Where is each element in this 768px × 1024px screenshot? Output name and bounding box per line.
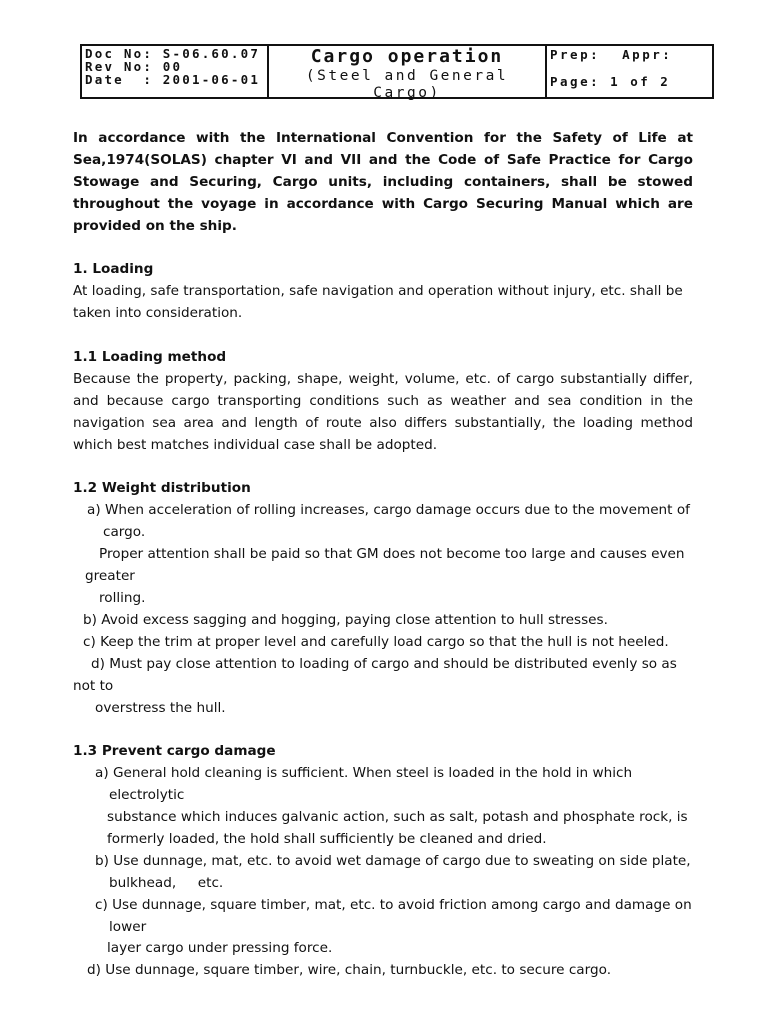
list-item-continuation: cargo. — [103, 524, 146, 541]
list-item-continuation: rolling. — [99, 589, 146, 606]
doc-subtitle-line2: Cargo) — [373, 85, 441, 101]
section-heading: 1. Loading — [73, 261, 154, 278]
list-item-continuation: substance which induces galvanic action, such as salt, potash and phosphate rock, is — [107, 809, 688, 826]
prep-label: Prep: — [550, 47, 601, 62]
list-item-continuation: bulkhead, etc. — [109, 874, 224, 891]
doc-number: Doc No: S-06.60.07 — [85, 46, 261, 61]
list-item: b) Use dunnage, mat, etc. to avoid wet damage of cargo due to sweating on side plate, — [95, 852, 691, 869]
section-text: At loading, safe transportation, safe navigation and operation without injury, etc. shall be taken into consideration. — [73, 283, 683, 322]
document-body — [73, 128, 693, 982]
list-item: d) Use dunnage, square timber, wire, chain, turnbuckle, etc. to secure cargo. — [87, 962, 612, 979]
list-item: b) Avoid excess sagging and hogging, paying close attention to hull stresses. — [83, 611, 608, 628]
list-item: a) When acceleration of rolling increases, cargo damage occurs due to the movement of — [87, 502, 690, 519]
list-item: c) Use dunnage, square timber, mat, etc. to avoid friction among cargo and damage on — [95, 896, 692, 913]
list-item-continuation: not to — [73, 677, 114, 694]
section-text: Because the property, packing, shape, weight, volume, etc. of cargo substantially differ, and because cargo transporting conditions such as weather and sea condition in the navigation sea area and length of route also differs substantially, the loading method which best matches individual case shall be adopted. — [73, 370, 693, 453]
list-item: a) General hold cleaning is sufficient. When steel is loaded in the hold in which — [95, 765, 633, 782]
list-item-continuation: greater — [85, 568, 135, 585]
rev-number: Rev No: 00 — [85, 59, 183, 74]
list-item-continuation: Proper attention shall be paid so that GM does not become too large and causes even — [99, 546, 685, 563]
list-item-continuation: lower — [109, 918, 147, 935]
title-cell — [269, 46, 547, 101]
section-heading: 1.2 Weight distribution — [73, 480, 251, 497]
list-item-continuation: formerly loaded, the hold shall sufficiently be cleaned and dried. — [107, 830, 547, 847]
document-header — [80, 44, 714, 99]
intro-paragraph: In accordance with the International Convention for the Safety of Life at Sea,1974(SOLAS) chapter VI and VII and the Code of Safe Practice for Cargo Stowage and Securing, Cargo units, including containers, shall be stowed throughout the voyage in accordance with Cargo Securing Manual which are provided on the ship. — [73, 130, 693, 234]
doc-date: Date : 2001-06-01 — [85, 72, 261, 87]
doc-title: Cargo operation — [310, 46, 504, 67]
list-item-continuation: electrolytic — [109, 787, 185, 804]
page-indicator: Page: 1 of 2 — [550, 74, 671, 89]
doc-info-cell — [82, 46, 269, 97]
list-item: c) Keep the trim at proper level and carefully load cargo so that the hull is not heeled. — [83, 633, 669, 650]
list-item: d) Must pay close attention to loading of cargo and should be distributed evenly so as — [91, 655, 677, 672]
section-heading: 1.1 Loading method — [73, 349, 227, 366]
list-item-continuation: layer cargo under pressing force. — [107, 940, 333, 957]
doc-subtitle-line1: (Steel and General — [305, 68, 509, 84]
approval-cell — [547, 46, 712, 97]
section-heading: 1.3 Prevent cargo damage — [73, 743, 276, 760]
appr-label: Appr: — [622, 47, 673, 62]
list-item-continuation: overstress the hull. — [95, 699, 226, 716]
